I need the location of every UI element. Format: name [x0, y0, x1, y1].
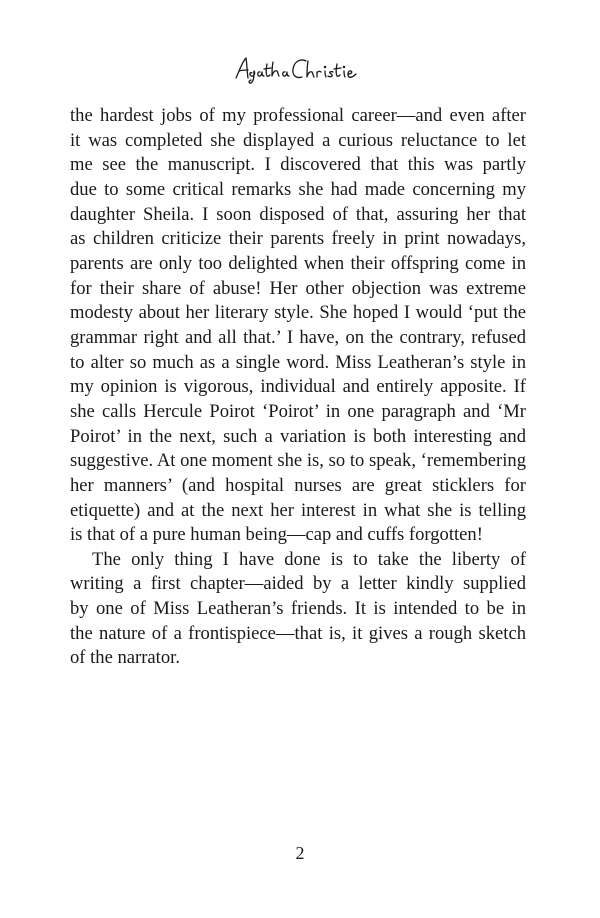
paragraph-1	[70, 104, 526, 548]
text-line: modesty about her literary style. She hoped I would ‘put the	[70, 302, 526, 324]
text-line: for their share of abuse! Her other objection was extreme	[70, 277, 526, 299]
text-line: is that of a pure human being—cap and cuffs forgotten!	[70, 524, 483, 546]
text-line: the nature of a frontispiece—that is, it gives a rough sketch	[70, 622, 526, 644]
page-number: 2	[295, 843, 305, 863]
text-line: the hardest jobs of my professional career—and even after	[70, 105, 526, 126]
text-line: writing a first chapter—aided by a letter kindly supplied	[70, 573, 526, 595]
text-line: Poirot’ in the next, such a variation is both interesting and	[70, 425, 526, 447]
author-signature-logo	[230, 52, 370, 88]
text-line: daughter Sheila. I soon disposed of that, assuring her that	[70, 203, 526, 225]
body-text	[70, 104, 526, 671]
text-line: my opinion is vigorous, individual and entirely apposite. If	[70, 376, 526, 398]
text-line: it was completed she displayed a curious reluctance to let	[70, 129, 526, 151]
text-line: as children criticize their parents freely in print nowadays,	[70, 228, 526, 250]
text-line: etiquette) and at the next her interest in what she is telling	[70, 499, 526, 521]
text-line: due to some critical remarks she had made concerning my	[70, 178, 526, 200]
text-line: of the narrator.	[70, 647, 180, 669]
running-header-signature	[0, 50, 600, 90]
text-line: to alter so much as a single word. Miss Leatheran’s style in	[70, 351, 526, 373]
text-line: by one of Miss Leatheran’s friends. It is intended to be in	[70, 598, 526, 620]
text-line: she calls Hercule Poirot ‘Poirot’ in one paragraph and ‘Mr	[70, 400, 526, 422]
text-line: grammar right and all that.’ I have, on the contrary, refused	[70, 326, 526, 348]
text-line: me see the manuscript. I discovered that this was partly	[70, 154, 526, 176]
text-line: her manners’ (and hospital nurses are great sticklers for	[70, 474, 526, 496]
text-line: suggestive. At one moment she is, so to speak, ‘remembering	[70, 450, 526, 472]
text-line: parents are only too delighted when their offspring come in	[70, 252, 526, 274]
paragraph-2	[70, 548, 526, 671]
text-line: The only thing I have done is to take the liberty of	[92, 548, 526, 570]
